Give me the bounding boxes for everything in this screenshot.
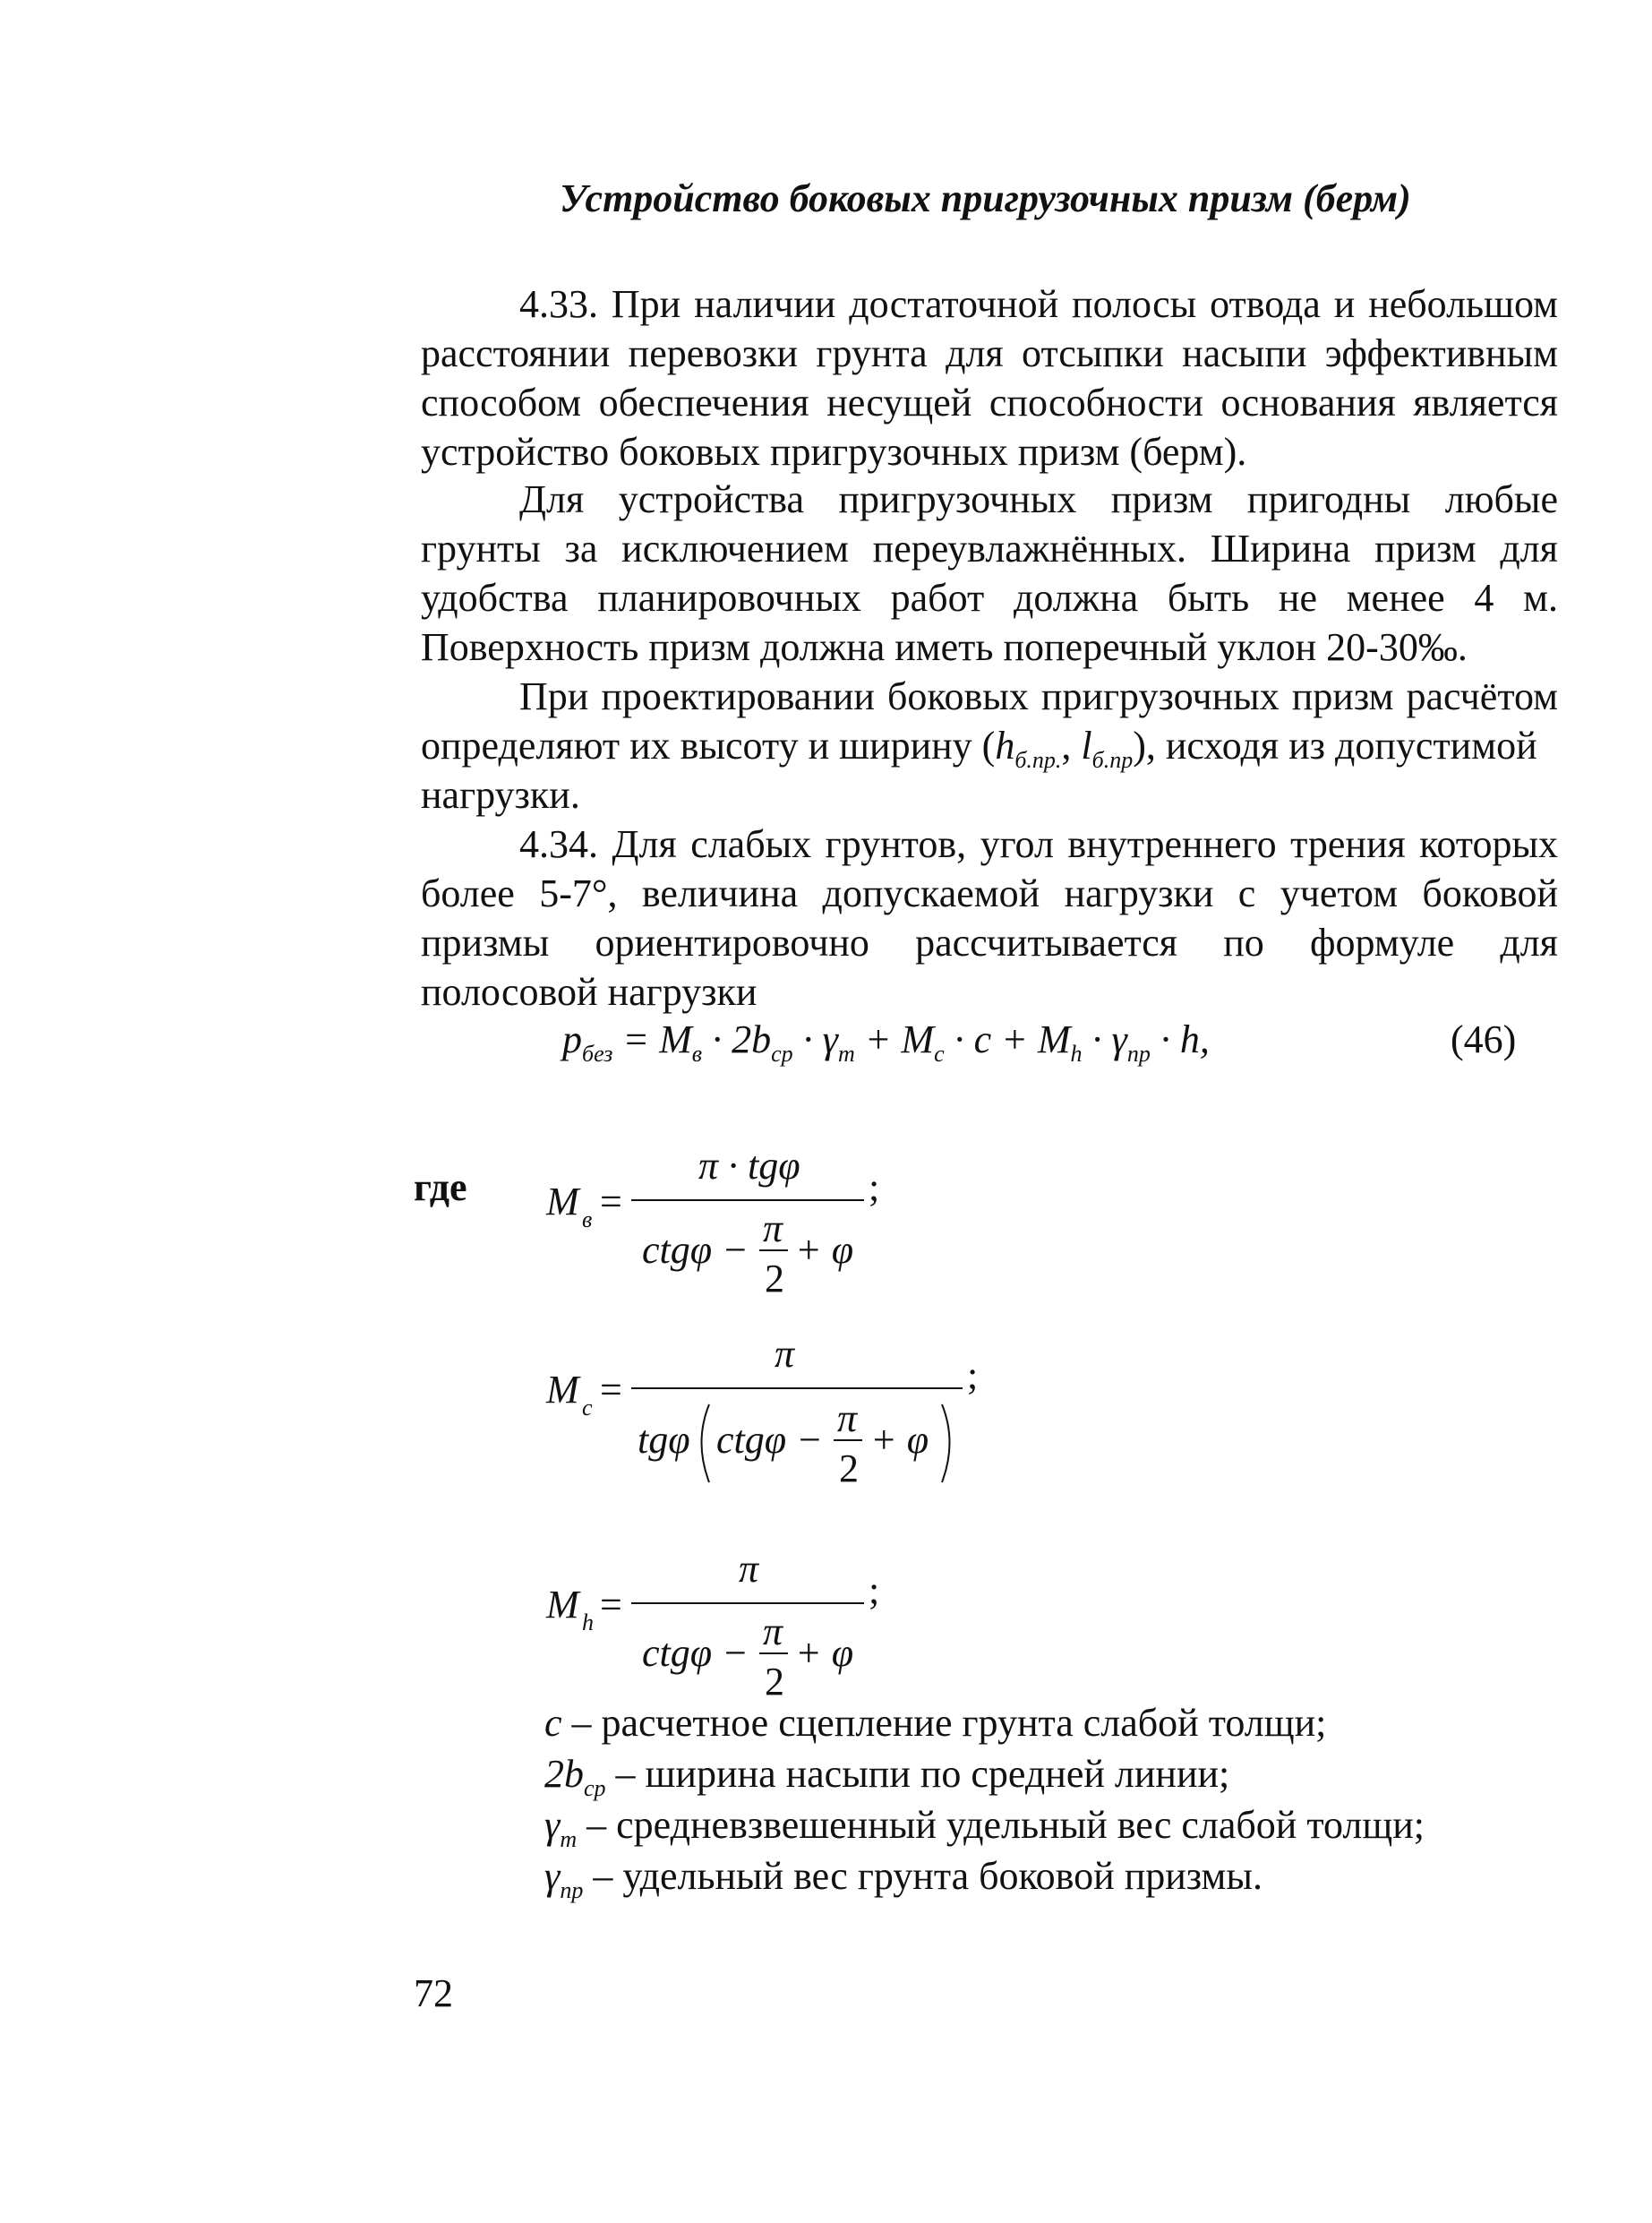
- paragraph-433-line-4: устройство боковых пригрузочных призм (берм).: [421, 430, 1247, 474]
- svg-text:tgφ: tgφ: [638, 1418, 690, 1462]
- svg-text:π: π: [775, 1332, 795, 1376]
- svg-text:+ φ: + φ: [870, 1418, 929, 1462]
- paragraph-433-line-2: расстоянии перевозки грунта для отсыпки насыпи эффективным: [421, 331, 1558, 375]
- svg-text:=: =: [600, 1583, 622, 1626]
- h-symbol: h: [995, 724, 1015, 768]
- paragraph-2-line-3: удобства планировочных работ должна быть не менее 4 м.: [421, 576, 1558, 620]
- svg-text:ctgφ −: ctgφ −: [716, 1418, 823, 1462]
- svg-text:2: 2: [765, 1257, 784, 1300]
- legend-item-gamma-pr: $\gamma_{пр}$ – удельный вес грунта боковой призмы.: [544, 1854, 1263, 1903]
- mh-formula: [545, 1547, 879, 1704]
- paragraph-433-line-3: способом обеспечения несущей способности основания является: [421, 381, 1558, 425]
- svg-text:;: ;: [967, 1353, 979, 1397]
- formula-number: (46): [1451, 1017, 1517, 1061]
- paragraph-3-line-1: При проектировании боковых пригрузочных призм расчётом: [519, 674, 1558, 718]
- svg-text:2: 2: [765, 1660, 784, 1704]
- paragraph-3-line-2: определяют их высоту и ширину ($h_{б.пр.}$, $l_{б.пр}$), исходя из допустимой: [421, 724, 1537, 773]
- svg-text:ctgφ −: ctgφ −: [642, 1631, 749, 1675]
- mv-formula: [545, 1144, 879, 1300]
- svg-text:h: h: [582, 1609, 594, 1635]
- svg-text:π: π: [739, 1547, 759, 1591]
- svg-text:+ φ: + φ: [795, 1631, 854, 1675]
- section-heading: Устройство боковых пригрузочных призм (берм): [560, 176, 1411, 220]
- svg-text:π · tgφ: π · tgφ: [698, 1144, 800, 1188]
- svg-text:;: ;: [869, 1568, 880, 1612]
- paragraph-434-line-4: полосовой нагрузки: [421, 970, 758, 1014]
- svg-text:π: π: [763, 1206, 783, 1250]
- formula-46: $p_{без} = M_в \cdot 2b_{ср} \cdot \gamma_т + M_с \cdot c + M_h \cdot \gamma_{пр} \cdot h$,: [562, 1017, 1210, 1067]
- svg-text:π: π: [763, 1609, 783, 1653]
- paragraph-434-line-2: более 5-7°, величина допускаемой нагрузки с учетом боковой: [421, 871, 1558, 915]
- svg-text:в: в: [582, 1206, 593, 1232]
- svg-text:+ φ: + φ: [795, 1228, 854, 1272]
- paragraph-2-line-4: Поверхность призм должна иметь поперечный уклон 20-30‰.: [421, 625, 1468, 669]
- paragraph-434-line-3: призмы ориентировочно рассчитывается по формуле для: [421, 921, 1558, 965]
- svg-text:2: 2: [839, 1446, 859, 1490]
- svg-text:ctgφ −: ctgφ −: [642, 1228, 749, 1272]
- paragraph-2-line-2: грунты за исключением переувлажнённых. Ширина призм для: [421, 527, 1558, 571]
- paragraph-2-line-1: Для устройства пригрузочных призм пригодны любые: [519, 477, 1558, 521]
- svg-text:π: π: [837, 1396, 858, 1440]
- legend-item-gamma-t: $\gamma_т$ – средневзвешенный удельный вес слабой толщи;: [544, 1803, 1425, 1852]
- mc-right-paren: [942, 1404, 950, 1482]
- paragraph-433-line-1: 4.33. При наличии достаточной полосы отвода и небольшом: [519, 282, 1558, 326]
- paragraph-3-line-3: нагрузки.: [421, 773, 580, 817]
- mc-left-paren: [702, 1404, 710, 1482]
- svg-text:c: c: [582, 1395, 593, 1420]
- svg-text:=: =: [600, 1180, 622, 1223]
- svg-text:M: M: [546, 1180, 579, 1223]
- page-number: 72: [414, 1971, 453, 2015]
- svg-text:=: =: [600, 1368, 622, 1412]
- legend-item-2b: $2b_{ср}$ – ширина насыпи по средней линии;: [544, 1752, 1230, 1801]
- svg-text:M: M: [546, 1368, 579, 1412]
- legend-item-c: c – расчетное сцепление грунта слабой толщи;: [544, 1701, 1327, 1745]
- svg-text:;: ;: [869, 1165, 880, 1209]
- paragraph-434-line-1: 4.34. Для слабых грунтов, угол внутреннего трения которых: [519, 822, 1558, 866]
- mc-formula: [545, 1332, 978, 1490]
- where-label: где: [414, 1165, 467, 1209]
- l-symbol: l: [1081, 724, 1092, 768]
- svg-text:M: M: [546, 1583, 579, 1626]
